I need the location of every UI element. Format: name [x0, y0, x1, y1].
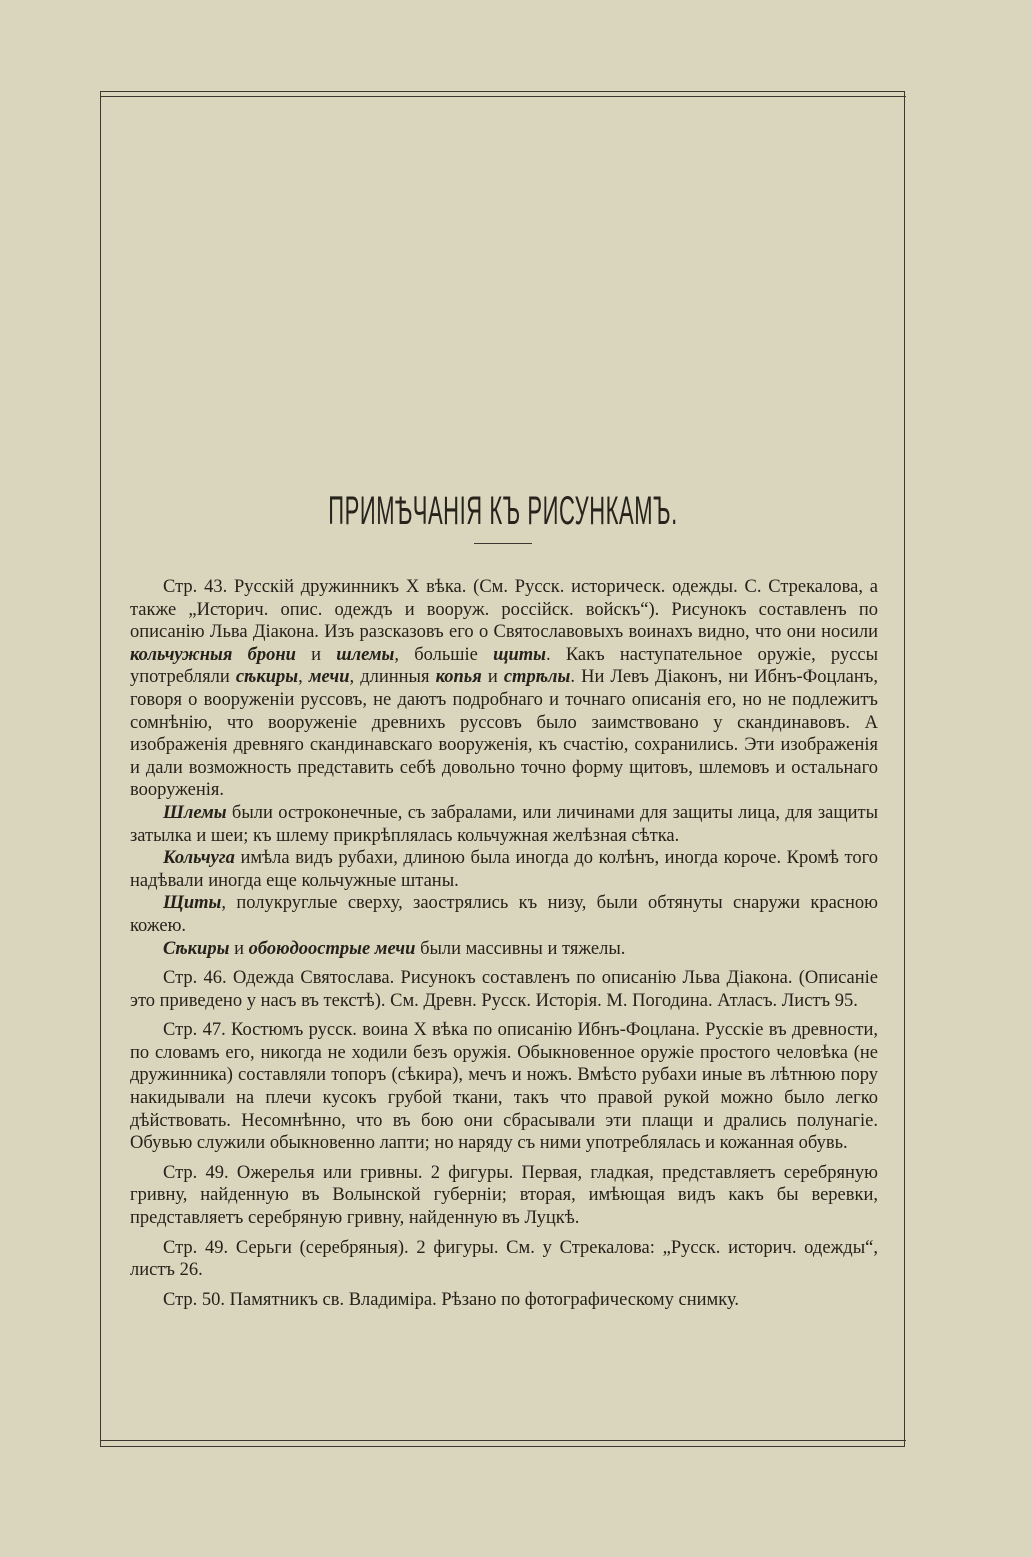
note-text: Стр. 50. Памятникъ св. Владиміра. Рѣзано по фотографическому снимку. — [163, 1289, 739, 1310]
note-paragraph — [130, 847, 878, 892]
note-text: , большіе — [394, 644, 494, 665]
notes-body — [130, 576, 878, 1318]
emphasized-term: шлемы — [336, 644, 395, 665]
note-text: были массивны и тяжелы. — [415, 938, 626, 959]
note-paragraph — [130, 576, 878, 802]
note-paragraph — [130, 892, 878, 937]
emphasized-term: Шлемы — [163, 802, 227, 823]
note-text: Стр. 43. Русскій дружинникъ X вѣка. (См. Русск. историческ. одежды. С. Стрекалова, а также „Историч. опис. одеждъ и вооруж. россійск. войскъ“). Рисунокъ составленъ по описанію Льва Діакона. Изъ разсказовъ его о Святославовыхъ воинахъ видно, что они носили — [130, 577, 878, 643]
note-text: имѣла видъ рубахи, длиною была иногда до колѣнъ, иногда короче. Кромѣ того надѣвали иногда еще кольчужные штаны. — [130, 848, 878, 891]
note-text: , длинныя — [349, 667, 436, 688]
title-divider — [474, 543, 532, 544]
emphasized-term: сѣкиры — [235, 667, 299, 688]
note-text: . Какъ наступательное оружіе, руссы употребляли — [130, 644, 878, 688]
note-text: и — [295, 644, 337, 665]
page-title: ПРИМѢЧАНІЯ КЪ РИСУНКАМЪ. — [328, 488, 678, 533]
note-text: Стр. 47. Костюмъ русск. воина X вѣка по описанію Ибнъ-Фоцлана. Русскіе въ древности, по словамъ его, никогда не ходили безъ оружія. Обыкновенное оружіе простого человѣка (не дружинника) составляли топоръ (сѣкира), мечъ и ножъ. Вмѣсто рубахи иные въ лѣтнюю пору накидывали на плечи кусокъ грубой ткани, такъ что правой рукой можно было легко дѣйствовать. Несомнѣнно, что въ бою они сбрасывали эти плащи и дрались полунагіе. Обувью служили обыкновенно лапти; но наряду съ ними употреблялась и кожанная обувь. — [130, 1020, 878, 1154]
note-text: , полукруглые сверху, заострялись къ низу, были обтянуты снаружи красною кожею. — [130, 893, 878, 936]
note-text: Стр. 46. Одежда Святослава. Рисунокъ составленъ по описанію Льва Діакона. (Описаніе это приведено у насъ въ текстѣ). См. Древн. Русск. Исторія. М. Погодина. Атласъ. Листъ 95. — [130, 968, 878, 1011]
emphasized-term: щиты — [493, 644, 547, 665]
emphasized-term: обоюдоострые мечи — [248, 938, 416, 959]
note-paragraph — [130, 802, 878, 847]
note-paragraph — [130, 1162, 878, 1230]
note-text: Стр. 49. Ожерелья или гривны. 2 фигуры. Первая, гладкая, представляетъ серебряную гривну, найденную въ Волынской губерніи; вторая, имѣющая видъ какъ бы веревки, представляетъ серебряную гривну, найденную въ Луцкѣ. — [130, 1162, 878, 1229]
note-text: и — [481, 667, 504, 688]
emphasized-term: стрѣлы — [503, 667, 571, 688]
note-paragraph — [130, 967, 878, 1012]
emphasized-term: Сѣкиры — [163, 938, 230, 959]
emphasized-term: кольчужныя брони — [130, 644, 296, 665]
emphasized-term: мечи — [308, 667, 350, 688]
note-text: Стр. 49. Серьги (серебряныя). 2 фигуры. См. у Стрекалова: „Русск. историч. одежды“, листъ 26. — [130, 1237, 878, 1281]
emphasized-term: Щиты — [163, 893, 222, 914]
bottom-rule-line — [100, 1440, 906, 1441]
note-paragraph — [130, 1019, 878, 1155]
top-rule-line — [100, 96, 906, 97]
note-text: были остроконечные, съ забралами, или личинами для защиты лица, для защиты затылка и шеи; къ шлему прикрѣплялась кольчужная желѣзная сѣтка. — [130, 802, 878, 846]
note-paragraph — [130, 1237, 878, 1282]
note-paragraph — [130, 938, 878, 961]
note-text: и — [229, 938, 249, 959]
note-text: . Ни Левъ Діаконъ, ни Ибнъ-Фоцланъ, говоря о вооруженіи руссовъ, не даютъ подробнаго и точнаго описанія его, но не подлежитъ сомнѣнію, что вооруженіе древнихъ руссовъ было заимствовано у скандинавовъ. А изображенія древняго скандинавскаго вооруженія, къ счастію, сохранились. Эти изображенія и дали возможность представить себѣ довольно точно форму щитовъ, шлемовъ и остальнаго вооруженія. — [130, 667, 878, 801]
emphasized-term: Кольчуга — [163, 848, 235, 869]
note-paragraph — [130, 1289, 878, 1312]
note-text: , — [298, 667, 309, 688]
emphasized-term: копья — [435, 667, 482, 688]
